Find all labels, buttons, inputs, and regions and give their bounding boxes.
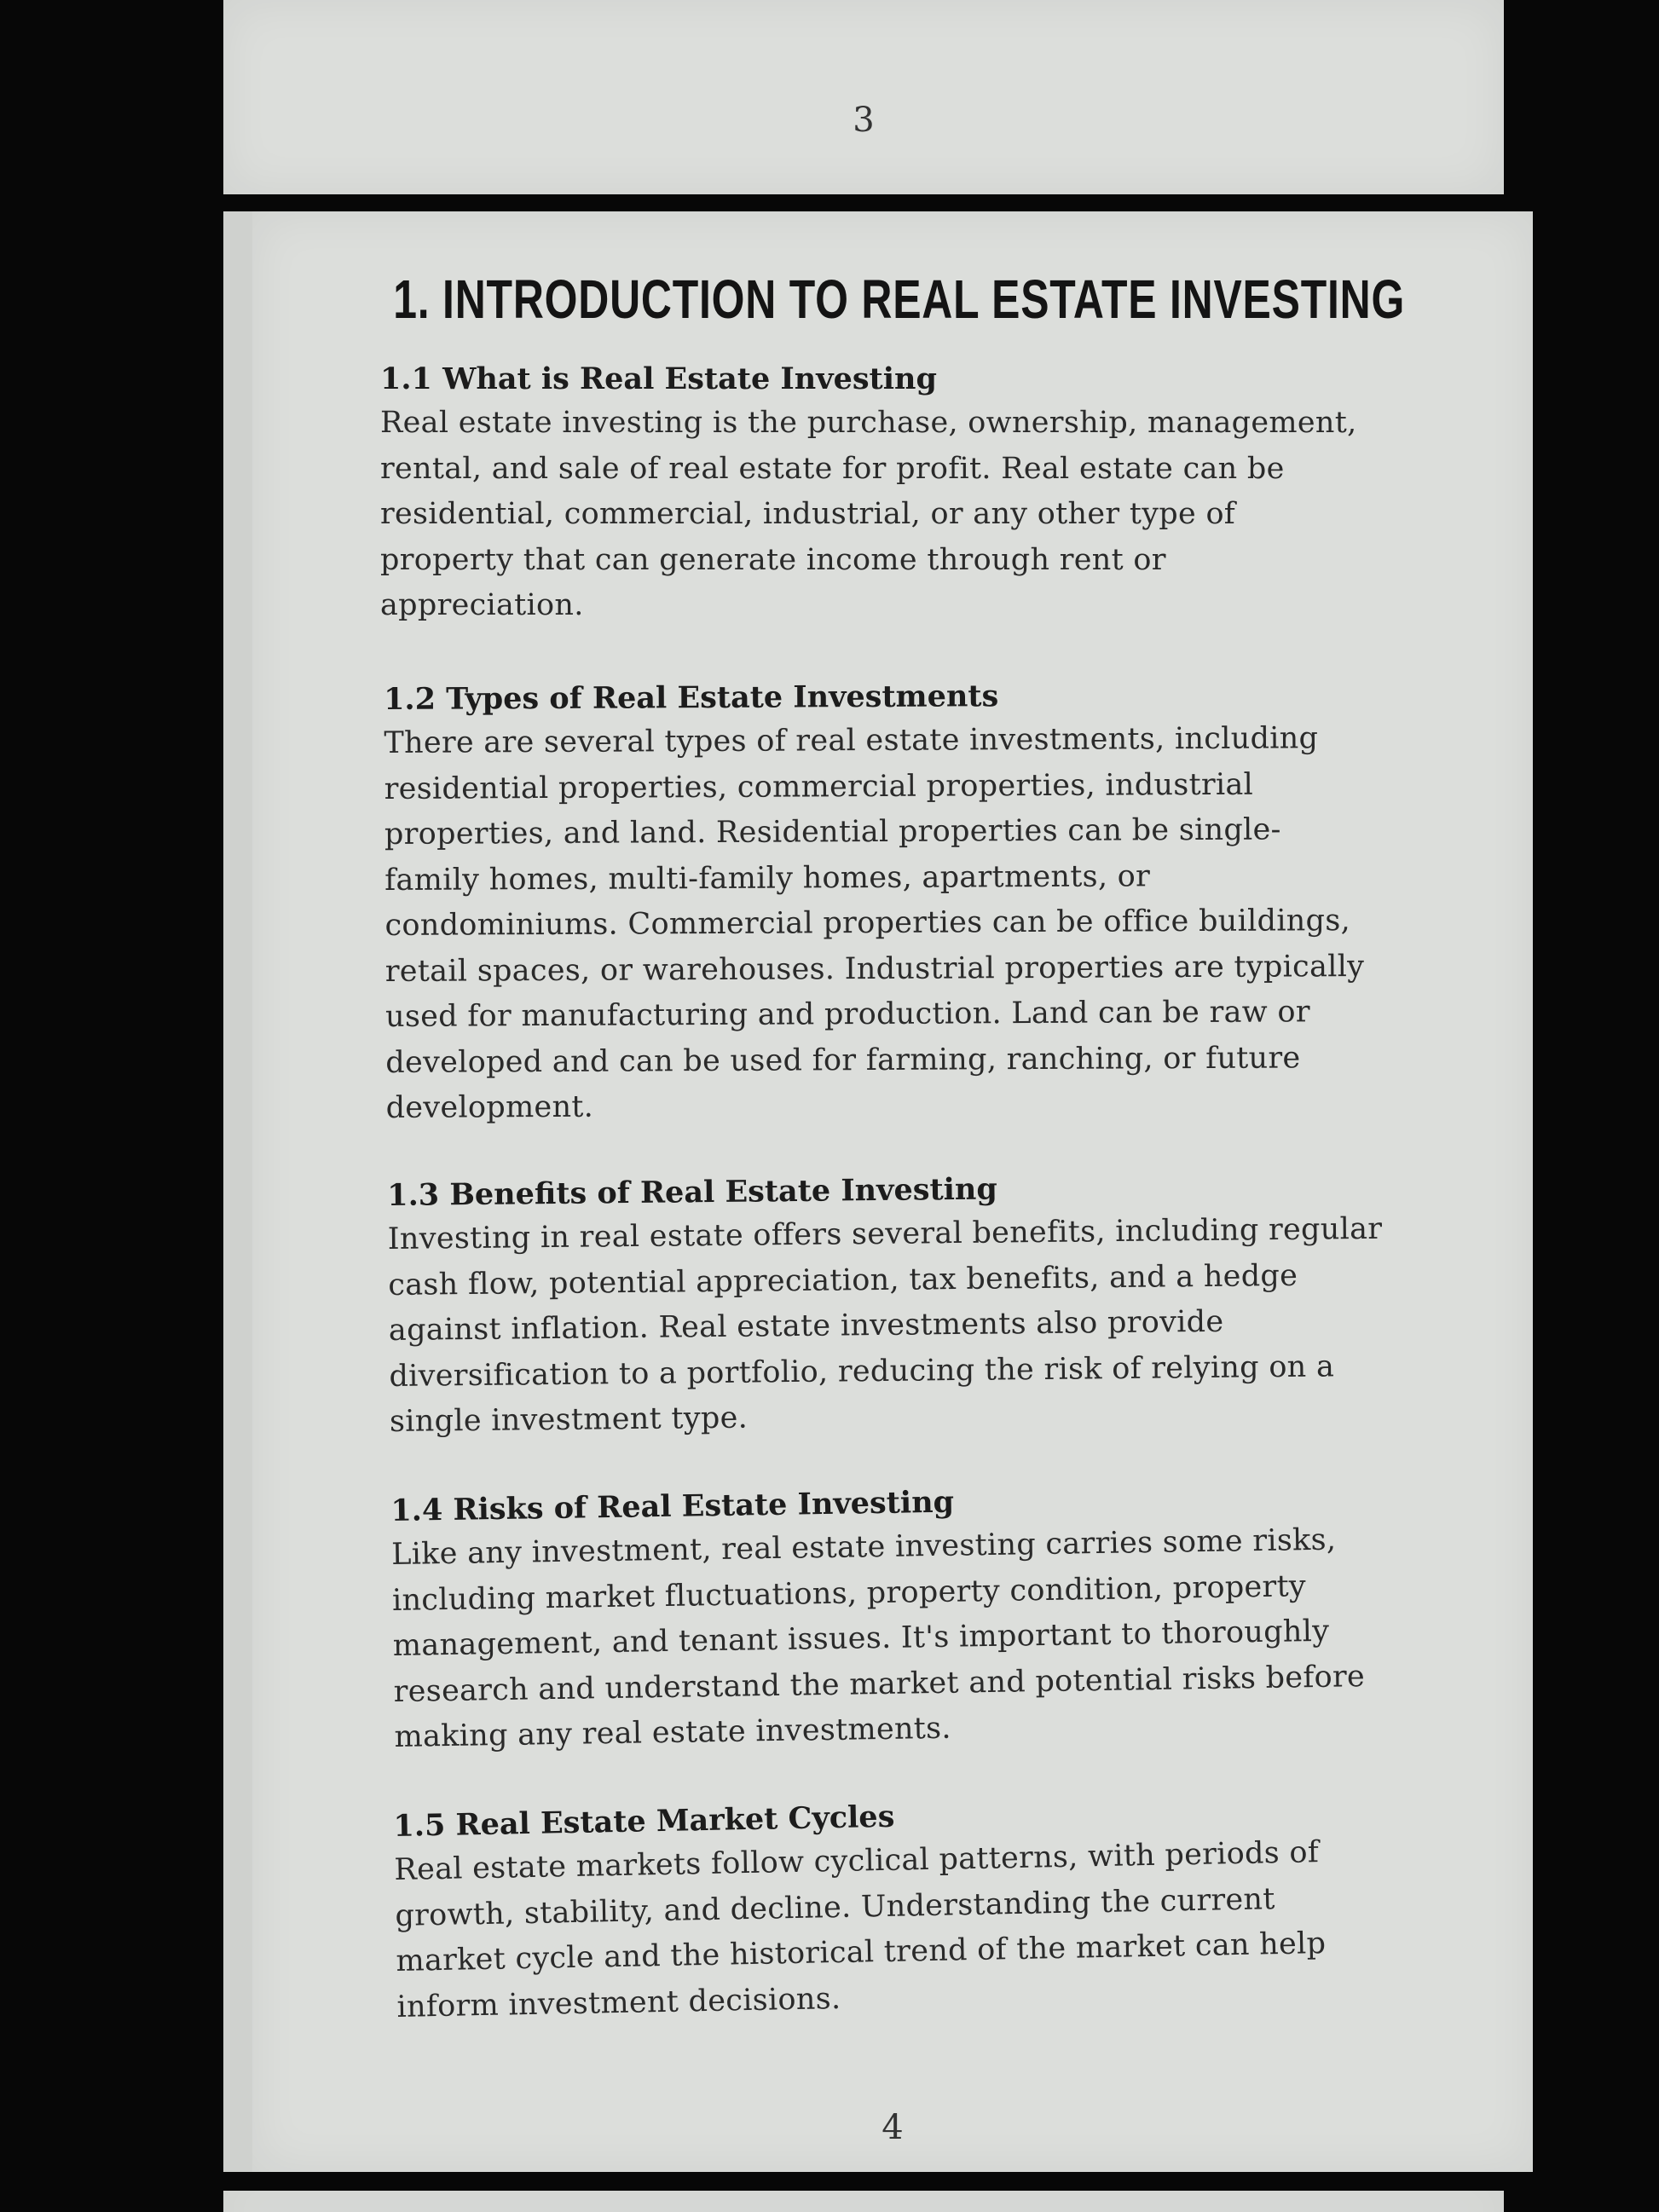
body-line: properties, and land. Residential properties can be single- — [384, 812, 1281, 852]
body-line: There are several types of real estate investments, including — [384, 721, 1319, 760]
next-page — [223, 2191, 1504, 2212]
chapter-title: 1. INTRODUCTION TO REAL ESTATE INVESTING — [393, 269, 1406, 330]
section-market-cycles — [393, 1785, 1454, 2030]
section-benefits — [387, 1164, 1447, 1445]
body-line: including market fluctuations, property condition, property — [391, 1568, 1307, 1618]
body-line: market cycle and the historical trend of the market can help — [396, 1926, 1327, 1978]
page-number: 4 — [882, 2108, 904, 2147]
body-line: inform investment decisions. — [396, 1981, 841, 2024]
body-line: single investment type. — [389, 1401, 749, 1439]
body-line: Real estate markets follow cyclical patterns, with periods of — [394, 1835, 1320, 1887]
body-line: condominiums. Commercial properties can be office buildings, — [384, 904, 1351, 943]
body-line: Like any investment, real estate investing carries some risks, — [390, 1522, 1337, 1572]
section-body — [384, 716, 1443, 1132]
section-heading: 1.4 Risks of Real Estate Investing — [390, 1484, 955, 1528]
body-line: developed and can be used for farming, ranching, or future — [385, 1040, 1301, 1080]
body-line: making any real estate investments. — [394, 1711, 952, 1754]
current-page — [223, 211, 1533, 2172]
page-number: 3 — [853, 101, 875, 140]
body-line: residential properties, commercial properties, industrial — [384, 767, 1254, 806]
section-heading: 1.2 Types of Real Estate Investments — [384, 679, 999, 717]
section-types-of-investments — [384, 673, 1443, 1132]
body-line: rental, and sale of real estate for profit. Real estate can be — [380, 451, 1285, 486]
body-line: growth, stability, and decline. Understanding the current — [395, 1881, 1276, 1933]
section-body — [380, 401, 1437, 629]
body-line: Real estate investing is the purchase, ownership, management, — [380, 406, 1357, 440]
previous-page — [223, 0, 1504, 194]
section-heading: 1.5 Real Estate Market Cycles — [393, 1799, 895, 1844]
section-heading: 1.1 What is Real Estate Investing — [380, 361, 937, 396]
body-line: used for manufacturing and production. Land can be raw or — [384, 995, 1310, 1034]
body-line: diversification to a portfolio, reducing the risk of relying on a — [389, 1349, 1335, 1394]
body-line: Investing in real estate offers several benefits, including regular — [387, 1211, 1383, 1256]
body-line: family homes, multi-family homes, apartments, or — [384, 858, 1151, 898]
body-line: development. — [385, 1089, 594, 1125]
section-body — [388, 1206, 1448, 1445]
section-heading: 1.3 Benefits of Real Estate Investing — [387, 1171, 998, 1213]
body-line: cash flow, potential appreciation, tax benefits, and a hedge — [388, 1258, 1298, 1302]
body-line: appreciation. — [380, 588, 584, 622]
body-line: management, and tenant issues. It's important to thoroughly — [392, 1614, 1330, 1663]
body-line: residential, commercial, industrial, or any other type of — [380, 497, 1236, 531]
section-what-is-real-estate-investing — [380, 358, 1437, 629]
body-line: research and understand the market and potential risks before — [393, 1659, 1366, 1709]
section-body — [391, 1516, 1452, 1761]
section-risks — [390, 1474, 1452, 1761]
section-body — [394, 1828, 1454, 2030]
body-line: property that can generate income through rent or — [380, 542, 1166, 577]
body-line: retail spaces, or warehouses. Industrial properties are typically — [384, 949, 1365, 989]
body-line: against inflation. Real estate investments also provide — [388, 1304, 1224, 1348]
